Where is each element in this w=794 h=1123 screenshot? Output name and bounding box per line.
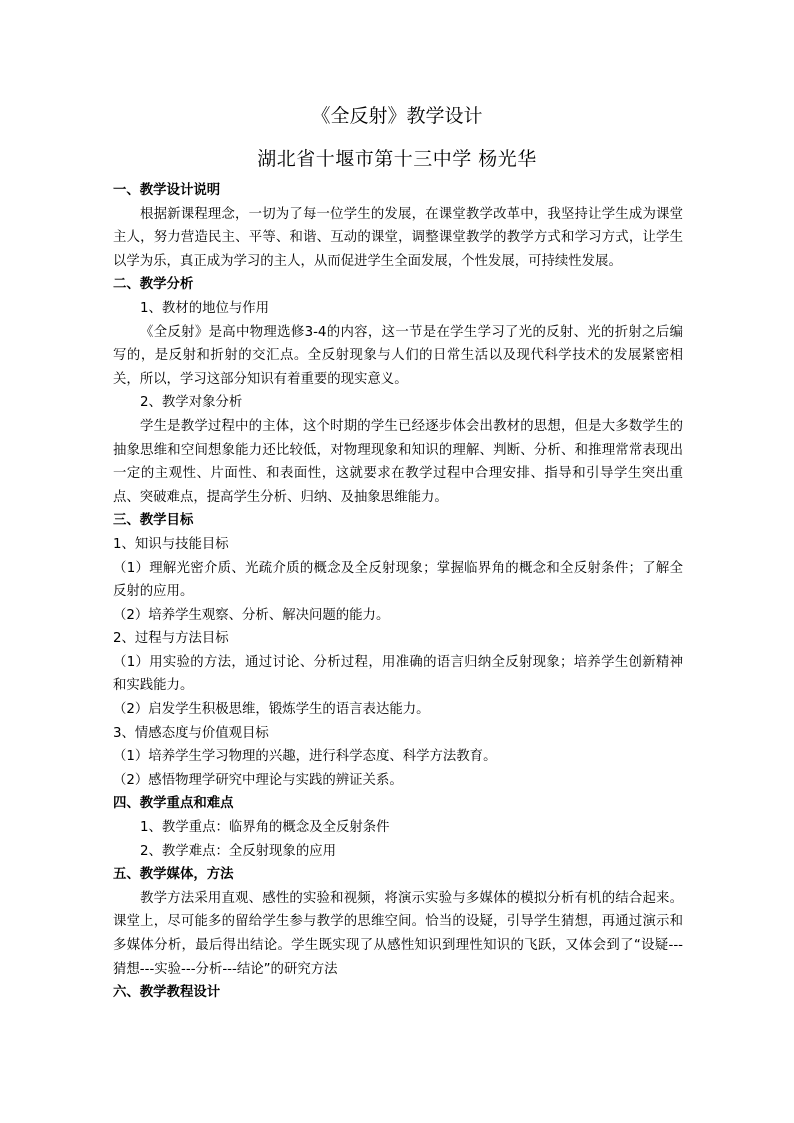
section-1-paragraph: 根据新课程理念，一切为了每一位学生的发展，在课堂教学改革中，我坚持让学生成为课堂主人，努力营造民主、平等、和谐、互动的课堂，调整课堂教学的教学方式和学习方式，让学生以学为乐，真正成为学习的主人，从而促进学生全面发展，个性发展，可持续性发展。	[113, 206, 683, 269]
section-5-paragraph: 教学方法采用直观、感性的实验和视频，将演示实验与多媒体的模拟分析有机的结合起来。课堂上，尽可能多的留给学生参与教学的思维空间。恰当的设疑，引导学生猜想，再通过演示和多媒体分析，最后得出结论。学生既实现了从感性知识到理性知识的飞跃，又体会到了“设疑---猜想---实验---分析---结论”的研究方法	[113, 890, 683, 977]
goal-knowledge-item-2: （2）培养学生观察、分析、解决问题的能力。	[113, 607, 390, 623]
subsection-students-paragraph: 学生是教学过程中的主体，这个时期的学生已经逐步体会出教材的思想，但是大多数学生的抽象思维和空间想象能力还比较低，对物理现象和知识的理解、判断、分析、和推理常常表现出一定的主观性、片面性、和表面性，这就要求在教学过程中合理安排、指导和引导学生突出重点、突破难点，提高学生分析、归纳、及抽象思维能力。	[113, 418, 683, 505]
goal-title-process: 2、过程与方法目标	[113, 631, 229, 647]
document-body	[113, 179, 683, 1005]
goal-knowledge-item-1: （1）理解光密介质、光疏介质的概念及全反射现象；掌握临界角的概念和全反射条件；了解全反射的应用。	[113, 560, 683, 600]
section-heading-4: 四、教学重点和难点	[113, 796, 234, 812]
section-heading-2: 二、教学分析	[113, 277, 194, 293]
difficult-point-item: 2、教学难点：全反射现象的应用	[140, 843, 336, 859]
goal-attitude-item-2: （2）感悟物理学研究中理论与实践的辨证关系。	[113, 772, 403, 788]
key-point-item: 1、教学重点：临界角的概念及全反射条件	[140, 820, 390, 836]
section-heading-6: 六、教学教程设计	[113, 985, 221, 1001]
goal-attitude-item-1: （1）培养学生学习物理的兴趣，进行科学态度、科学方法教育。	[113, 749, 497, 765]
goal-title-knowledge: 1、知识与技能目标	[113, 536, 229, 552]
section-heading-5: 五、教学媒体，方法	[113, 867, 234, 883]
document-title: 《全反射》教学设计	[311, 105, 483, 127]
goal-title-attitude: 3、情感态度与价值观目标	[113, 725, 269, 741]
subsection-title-students: 2、教学对象分析	[140, 395, 243, 411]
subsection-title-textbook: 1、教材的地位与作用	[140, 300, 270, 316]
goal-process-item-1: （1）用实验的方法，通过讨论、分析过程，用准确的语言归纳全反射现象；培养学生创新精神和实践能力。	[113, 654, 683, 694]
document-author: 湖北省十堰市第十三中学 杨光华	[257, 148, 537, 170]
goal-process-item-2: （2）启发学生积极思维，锻炼学生的语言表达能力。	[113, 702, 430, 718]
section-heading-1: 一、教学设计说明	[113, 183, 221, 198]
subsection-textbook-paragraph: 《全反射》是高中物理选修3-4的内容，这一节是在学生学习了光的反射、光的折射之后编写的，是反射和折射的交汇点。全反射现象与人们的日常生活以及现代科学技术的发展紧密相关，所以，学习这部分知识有着重要的现实意义。	[113, 324, 683, 387]
section-heading-3: 三、教学目标	[113, 513, 194, 529]
